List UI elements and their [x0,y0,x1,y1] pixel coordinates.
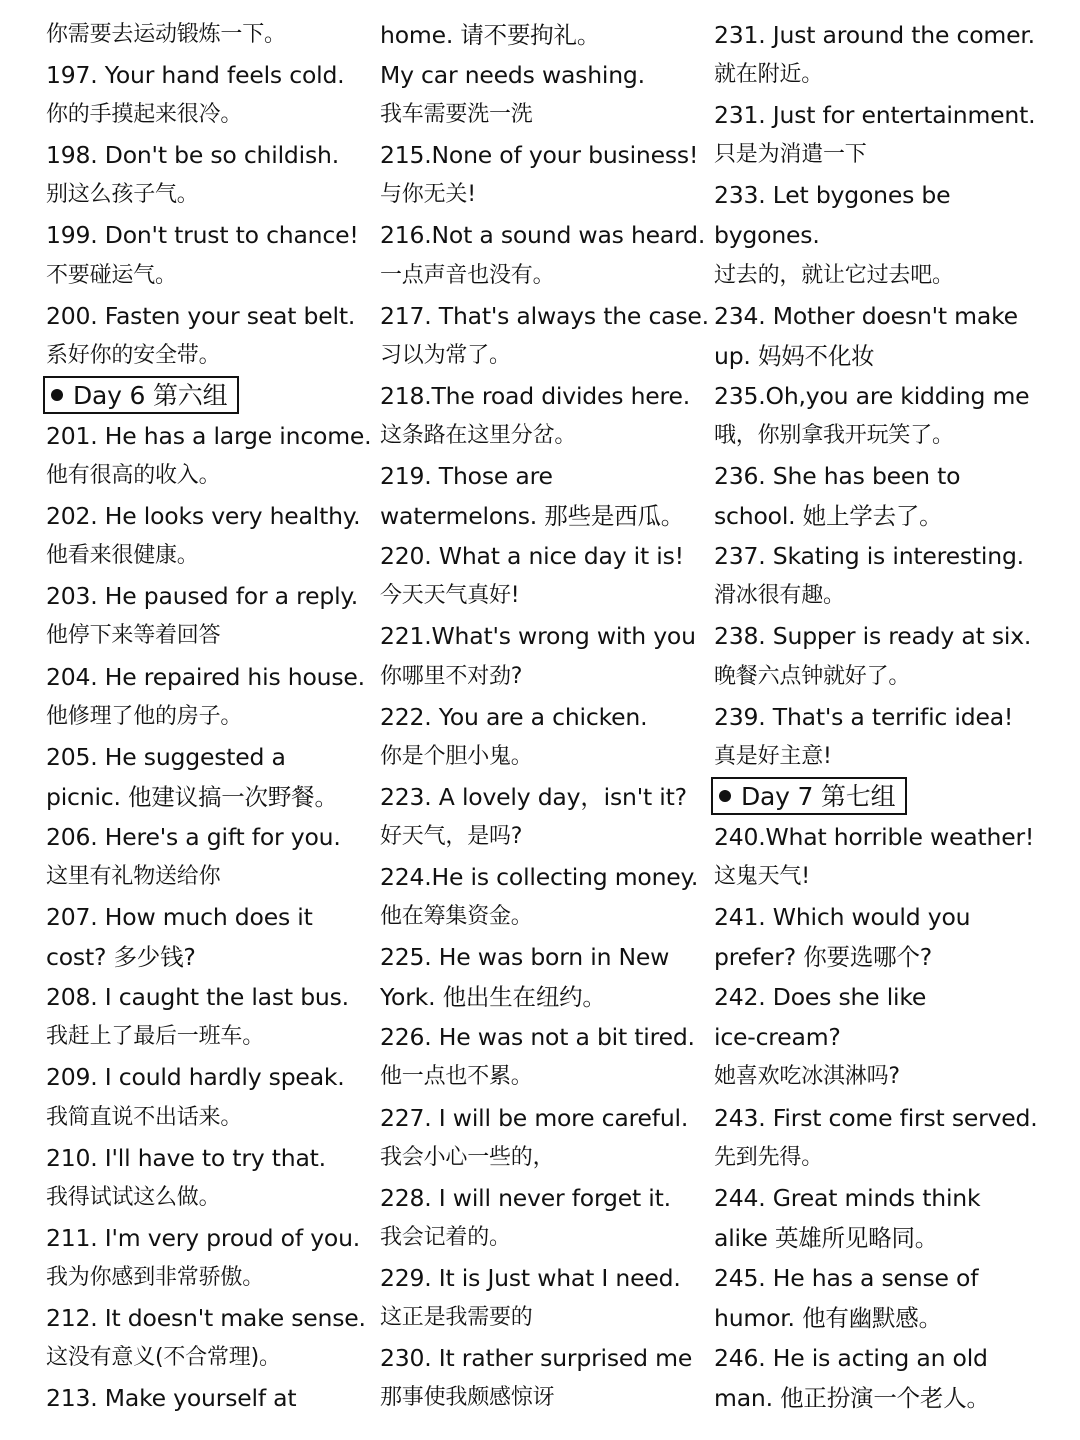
translation-line: 与你无关! [380,182,476,208]
phrase-line: 207. How much does it [46,903,313,932]
phrase-line: 236. She has been to [714,462,961,491]
column-1 [46,15,386,1418]
phrase-line: up. 妈妈不化妆 [714,341,875,370]
phrase-line: 240.What horrible weather! [714,822,1035,851]
phrase-line: 211. I'm very proud of you. [46,1223,361,1252]
phrase-line: 201. He has a large income. [46,421,372,450]
phrase-line: 245. He has a sense of [714,1263,979,1292]
phrase-line: 205. He suggested a [46,742,286,771]
translation-line: 系好你的安全带。 [46,342,221,368]
translation-line: 你哪里不对劲? [380,663,523,689]
translation-line: 一点声音也没有。 [380,262,555,288]
phrase-line: 203. He paused for a reply. [46,582,359,611]
translation-line: 这鬼天气! [714,863,810,889]
column-3 [714,15,1064,1418]
phrase-line: 243. First come first served. [714,1103,1038,1132]
translation-line: 晚餐六点钟就好了。 [714,663,911,689]
phrase-line: 208. I caught the last bus. [46,983,349,1012]
phrase-line: 239. That's a terrific idea! [714,702,1014,731]
phrase-line: 204. He repaired his house. [46,662,365,691]
translation-line: 他有很高的收入。 [46,463,221,489]
translation-line: 这条路在这里分岔。 [380,422,577,448]
translation-line: 这正是我需要的 [380,1305,533,1330]
translation-line: 过去的，就让它过去吧。 [714,262,954,288]
phrase-line: 237. Skating is interesting. [714,542,1024,571]
translation-line: 他在筹集资金。 [380,904,533,930]
phrase-line: 225. He was born in New [380,943,670,972]
day-heading-label: Day 6 第六组 [73,380,228,410]
translation-line: 哦，你别拿我开玩笑了。 [714,422,954,448]
phrase-line: 210. I'll have to try that. [46,1143,326,1172]
phrase-line: 242. Does she like [714,983,927,1012]
translation-line: 真是好主意! [714,743,832,769]
day-heading [714,777,1064,817]
phrase-line: 238. Supper is ready at six. [714,622,1032,651]
translation-line: 我赶上了最后一班车。 [46,1024,265,1050]
phrase-line: 246. He is acting an old [714,1344,988,1373]
translation-line: 今天天气真好! [380,583,520,609]
translation-line: 他看来很健康。 [46,543,199,569]
translation-line: 你是个胆小鬼。 [380,743,533,769]
phrase-line: 241. Which would you [714,903,971,932]
phrase-line: watermelons. 那些是西瓜。 [380,502,685,531]
phrase-line: 227. I will be more careful. [380,1103,689,1132]
phrase-line: 217. That's always the case. [380,301,709,330]
phrase-line: 226. He was not a bit tired. [380,1023,695,1052]
translation-line: 我车需要洗一洗 [380,102,533,128]
translation-line: 这里有礼物送给你 [46,863,221,889]
phrase-line: 219. Those are [380,462,553,491]
bullet-icon [719,790,731,802]
translation-line: 他停下来等着回答 [46,623,221,649]
phrase-line: 209. I could hardly speak. [46,1063,345,1092]
translation-line: 他一点也不累。 [380,1064,533,1090]
phrase-line: 197. Your hand feels cold. [46,61,345,90]
translation-line: 你需要去运动锻炼一下。 [46,22,286,47]
translation-line: 我会记着的。 [380,1224,511,1250]
phrase-line: 234. Mother doesn't make [714,301,1018,330]
phrase-line: 229. It is Just what I need. [380,1263,681,1292]
day-heading-label: Day 7 第七组 [741,781,896,811]
translation-line: 别这么孩子气。 [46,182,199,208]
phrase-line: home. 请不要拘礼。 [380,21,601,49]
translation-line: 只是为消遣一下 [714,142,867,168]
phrase-line: 223. A lovely day，isn't it? [380,782,687,811]
translation-line: 我简直说不出话来。 [46,1104,243,1130]
translation-line: 就在附近。 [714,62,824,88]
day-heading-box [711,777,907,815]
phrase-line: 198. Don't be so childish. [46,141,339,170]
phrase-line: 244. Great minds think [714,1183,981,1212]
translation-line: 这没有意义(不合常理)。 [46,1345,281,1371]
translation-line: 他修理了他的房子。 [46,703,243,729]
phrase-line: 218.The road divides here. [380,381,691,410]
phrase-line: cost? 多少钱? [46,943,196,972]
phrase-line: bygones. [714,221,820,250]
phrase-line: 200. Fasten your seat belt. [46,301,356,330]
phrase-line: picnic. 他建议搞一次野餐。 [46,782,338,811]
phrase-line: My car needs washing. [380,61,645,90]
translation-line: 我会小心一些的， [380,1144,555,1170]
phrase-line: 199. Don't trust to chance! [46,221,359,250]
translation-line: 你的手摸起来很冷。 [46,102,243,128]
translation-line: 先到先得。 [714,1144,824,1170]
column-2 [380,15,720,1418]
translation-line: 习以为常了。 [380,342,511,368]
bullet-icon [51,389,63,401]
phrase-line: 231. Just for entertainment. [714,101,1036,130]
phrase-line: 231. Just around the comer. [714,21,1035,49]
phrase-line: 235.Oh,you are kidding me [714,381,1030,410]
translation-line: 那事使我颇感惊讶 [380,1385,555,1411]
phrase-line: prefer? 你要选哪个? [714,943,933,972]
phrase-line: school. 她上学去了。 [714,502,943,531]
translation-line: 她喜欢吃冰淇淋吗? [714,1064,900,1090]
day-heading-box [43,376,239,414]
phrase-line: York. 他出生在纽约。 [380,983,606,1012]
phrase-line: 206. Here's a gift for you. [46,822,341,851]
phrase-line: 202. He looks very healthy. [46,502,361,531]
translation-line: 我得试试这么做。 [46,1184,221,1210]
translation-line: 不要碰运气。 [46,262,177,288]
phrase-line: alike 英雄所见略同。 [714,1223,939,1252]
phrase-line: 228. I will never forget it. [380,1183,671,1212]
phrase-line: 212. It doesn't make sense. [46,1304,366,1332]
phrase-line: humor. 他有幽默感。 [714,1304,942,1332]
phrase-line: ice-cream? [714,1023,841,1052]
day-heading [46,376,386,416]
phrase-line: 216.Not a sound was heard. [380,221,706,250]
translation-line: 好天气，是吗? [380,823,523,849]
phrase-line: 220. What a nice day it is! [380,542,684,571]
phrase-line: man. 他正扮演一个老人。 [714,1384,990,1413]
translation-line: 我为你感到非常骄傲。 [46,1264,265,1290]
phrase-line: 224.He is collecting money. [380,862,699,891]
phrase-line: 230. It rather surprised me [380,1344,693,1373]
phrase-line: 213. Make yourself at [46,1384,297,1413]
phrase-line: 222. You are a chicken. [380,702,648,731]
phrase-line: 215.None of your business! [380,141,699,170]
phrase-line: 233. Let bygones be [714,181,951,210]
translation-line: 滑冰很有趣。 [714,583,845,609]
phrase-line: 221.What's wrong with you [380,622,696,651]
